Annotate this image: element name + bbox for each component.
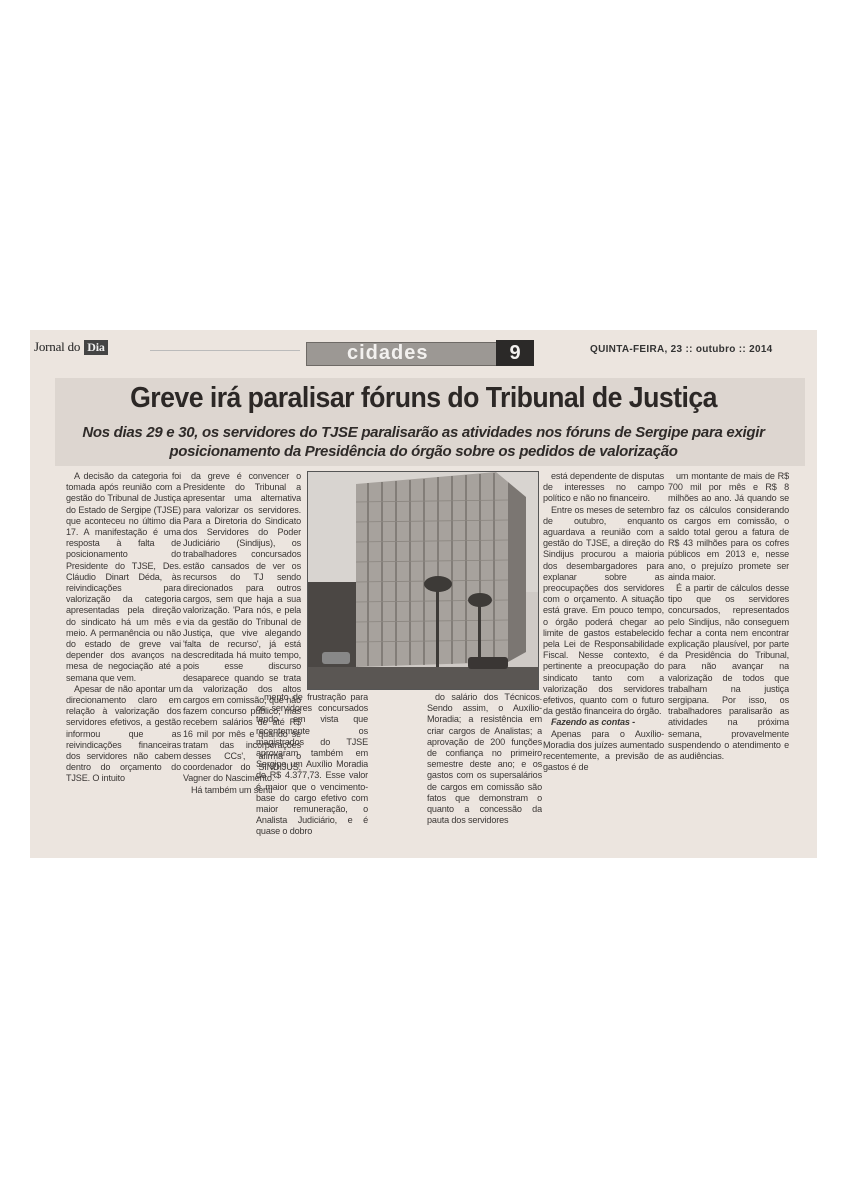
header-divider	[150, 350, 300, 351]
paragraph: Apesar de não apontar um direcionamento claro em relação à valorização dos servidores efetivos, a gestão informou que as reivindicações financeiras dos servidores não cabem dentro do orçamento do TJSE. O intuito	[66, 683, 181, 784]
masthead-logo-highlight: Dia	[84, 340, 107, 355]
paragraph: Há também um senti	[191, 784, 273, 795]
building-image	[308, 472, 538, 689]
paragraph: É a partir de cálculos desse tipo que os servidores concursados, representados pelo Sindijus, não conseguem fechar a conta nem encontrar explicação plausível, por parte da Presidência do Tribunal, para não avançar na valorização de todos que trabalham na justiça sergipana. Por isso, os trabalhadores paralisarão as atividades na próxima semana, provavelmente suspendendo o atendimento e as audiências.	[668, 583, 789, 762]
paragraph: Entre os meses de setembro de outubro, enquanto aguardava a reunião com a gestão do TJSE, a direção do Sindijus procurou a maioria dos desembargadores para explanar sobre as preocupações dos servidores com o orçamento. A situação está grave. Em pouco tempo, o órgão poderá chegar ao limite de gastos estabelecido pela Lei de Responsabilidade Fiscal. Nesse contexto, é pertinente a preocupação do sindicato tanto com a valorização dos servidores efetivos, quanto com o futuro da gestão financeira do órgão.	[543, 504, 664, 717]
newspaper-clipping	[30, 330, 817, 858]
subheadline: Nos dias 29 e 30, os servidores do TJSE paralisarão as atividades nos fóruns de Sergipe para exigir posicionamento da Presidência do órgão sobre os pedidos de valorização	[82, 424, 765, 460]
newspaper-masthead	[34, 339, 108, 355]
article-column-3	[256, 692, 368, 852]
page-number: 9	[496, 340, 534, 366]
section-name: cidades	[347, 342, 429, 364]
paragraph: da greve é convencer o Presidente do Tribunal a apresentar uma alternativa para valorizar os servidores. Para a Diretoria do Sindicato dos Servidores do Poder Judiciário (Sindijus), os trabalhadores concursados estão cansados de ver os recursos do TJ sendo direcionados para outros cargos, sem que haja a sua valorização. 'Para nós, e pela via da gestão do Tribunal de Justiça, que vive alegando 'falta de recurso', já está descreditada há muito tempo, pois esse discurso desaparece quando se trata da valorização dos altos cargos em comissão, que não fazem concurso público, mas recebem salários de até R$ 16 mil por mês e quando se tratam das incorporações desses CCs', afirma o coordenador do SINDIJUS, Vagner do Nascimento.	[183, 471, 301, 784]
paragraph: está dependente de disputas de interesses no campo político e não no financeiro.	[543, 471, 664, 504]
masthead-text: Jornal do	[34, 339, 81, 354]
page-header	[30, 330, 817, 368]
tribunal-building-photo	[307, 471, 539, 690]
paragraph: Apenas para o Auxílio-Moradia dos juízes aumentado recentemente, a previsão de gastos é de	[543, 728, 664, 773]
headline: Greve irá paralisar fóruns do Tribunal de Justiça	[130, 382, 717, 414]
paragraph: A decisão da categoria foi tomada após reunião com a gestão do Tribunal de Justiça do Estado de Sergipe (TJSE) que aconteceu no último dia 17. A manifestação é uma resposta à falta de posicionamento do Presidente do TJSE, Des. Cláudio Dinart Déda, às reivindicações para valorização da categoria apresentadas pela direção do sindicato há um mês e meio. A permanência ou não do estado de greve vai depender dos avanços na mesa de negociação até a semana que vem.	[66, 471, 181, 683]
article-column-1	[66, 471, 181, 851]
paragraph: mento de frustração para os servidores concursados tendo em vista que recentemente os magistrados do TJSE aprovaram também em Sergipe um Auxílio Moradia de R$ 4.377,73. Esse valor é maior que o vencimento-base do cargo efetivo com maior remuneração, o Analista Judiciário, e é quase o dobro	[256, 692, 368, 837]
paragraph: do salário dos Técnicos. Sendo assim, o Auxílio-Moradia; a resistência em criar cargos de Analistas; a aprovação de 200 funções de confiança no primeiro semestre deste ano; e os gastos com os supersalários de cargos em comissão são fatos que demonstram o quanto a concessão da pauta dos servidores	[427, 692, 542, 826]
article-column-5	[543, 471, 664, 851]
section-subtitle: Fazendo as contas -	[551, 717, 636, 728]
issue-date: QUINTA-FEIRA, 23 :: outubro :: 2014	[590, 344, 773, 355]
article-column-6	[668, 471, 789, 851]
section-banner	[306, 342, 501, 366]
article-column-4	[427, 692, 542, 852]
paragraph: um montante de mais de R$ 700 mil por mês e R$ 8 milhões ao ano. Já quando se faz os cálculos considerando os cargos em comissão, o saldo total gerou a fatura de R$ 43 milhões para os cofres públicos em 2013 e, nesse ano, o prejuízo promete ser ainda maior.	[668, 471, 789, 582]
